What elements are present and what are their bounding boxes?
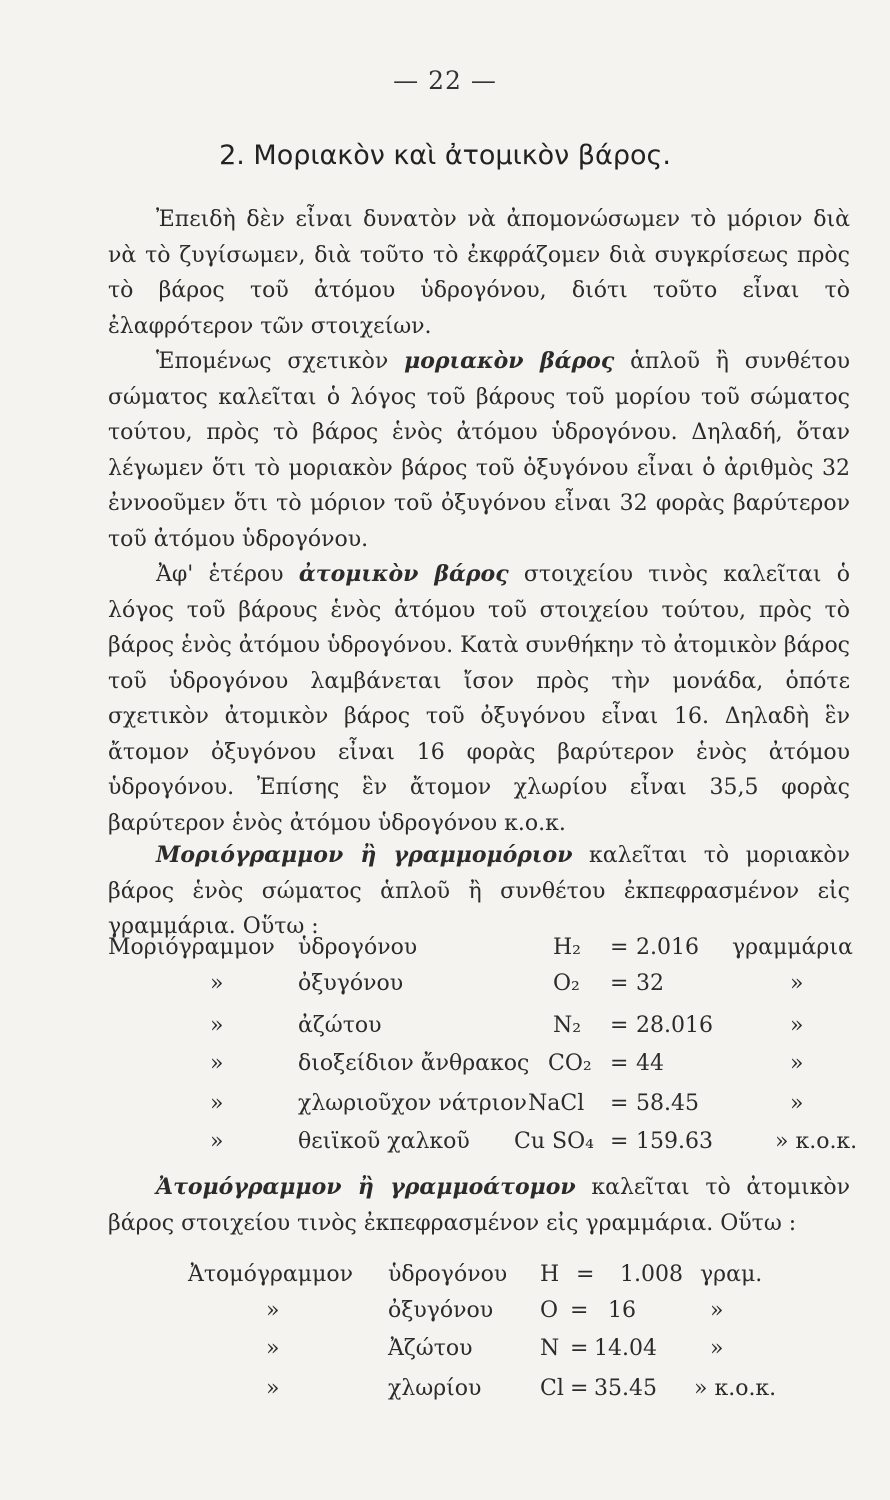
equals-sign: = — [610, 935, 629, 960]
section-heading: 2. Μοριακὸν καὶ ἀτομικὸν βάρος. — [219, 140, 671, 171]
value: 28.016 — [636, 1013, 713, 1038]
unit: » κ.ο.κ. — [775, 1129, 858, 1154]
row-label: » — [210, 1091, 224, 1116]
value: 2.016 — [636, 935, 699, 960]
equals-sign: = — [576, 1262, 595, 1287]
unit: » — [790, 971, 804, 996]
table-row — [108, 935, 868, 971]
paragraph-intro — [108, 202, 850, 344]
table-row — [108, 1013, 868, 1049]
paragraph-molecular-weight — [108, 344, 850, 557]
substance-name: θειϊκοῦ χαλκοῦ — [298, 1129, 470, 1154]
row-label: » — [266, 1298, 280, 1323]
paragraph-text: στοιχείου τινὸς καλεῖται ὁ λόγος τοῦ βάρους ἑνὸς ἀτόμου τοῦ στοιχείου τούτου, πρὸς τὸ βάρος ἑνὸς ἀτόμου ὑδρογόνου. Κατὰ συνθήκην τὸ ἀτομικὸν βάρος τοῦ ὑδρογόνου λαμβάνεται ἴσον πρὸς τὴν μονάδα, ὁπότε σχετικὸν ἀτομικὸν βάρος τοῦ ὀξυγόνου εἶναι 16. Δηλαδὴ ἓν ἄτομον ὀξυγόνου εἶναι 16 φορὰς βαρύτερον ἑνὸς ἀτόμου ὑδρογόνου. Ἐπίσης ἓν ἄτομον χλωρίου εἶναι 35,5 φορὰς βαρύτερον ἑνὸς ἀτόμου ὑδρογόνου κ.ο.κ. — [108, 562, 851, 836]
value: 159.63 — [636, 1129, 713, 1154]
equals-sign: = — [570, 1298, 589, 1323]
row-label: » — [210, 1051, 224, 1076]
unit: γραμ. — [700, 1262, 763, 1287]
substance-name: ἀζώτου — [298, 1013, 382, 1038]
substance-name: ὀξυγόνου — [298, 971, 404, 996]
symbol: Cl — [540, 1376, 564, 1401]
element-name: Ἀζώτου — [388, 1336, 473, 1361]
row-label: » — [210, 1129, 224, 1154]
table-row — [108, 1376, 868, 1412]
unit: » — [790, 1091, 804, 1116]
formula: Cu SO₄ — [514, 1129, 594, 1154]
table-row — [108, 1051, 868, 1087]
unit: γραμμάρια — [732, 935, 853, 960]
paragraph-atomic-weight — [108, 557, 850, 841]
table-row — [108, 1336, 868, 1372]
formula: H₂ — [553, 935, 582, 960]
row-label: Μοριόγραμμον — [108, 935, 275, 960]
term-gram-molecule: Μοριόγραμμον ἢ γραμμομόριον — [156, 842, 573, 868]
equals-sign: = — [570, 1376, 589, 1401]
value: 16 — [608, 1298, 636, 1323]
substance-name: ὑδρογόνου — [298, 935, 418, 960]
formula: O₂ — [553, 971, 580, 996]
formula: N₂ — [553, 1013, 582, 1038]
element-name: χλωρίου — [388, 1376, 482, 1401]
paragraph-text: Ἑπομένως σχετικὸν — [156, 349, 405, 374]
page-number: — 22 — — [393, 66, 497, 95]
term-molecular-weight: μοριακὸν βάρος — [404, 348, 615, 374]
unit: » — [710, 1336, 724, 1361]
formula: NaCl — [528, 1091, 585, 1116]
paragraph-text: ἁπλοῦ ἢ συνθέτου σώματος καλεῖται ὁ λόγος τοῦ βάρους τοῦ μορίου τοῦ σώματος τούτου, πρὸς τὸ βάρος ἑνὸς ἀτόμου ὑδρογόνου. Δηλαδή, ὅταν λέγωμεν ὅτι τὸ μοριακὸν βάρος τοῦ ὀξυγόνου εἶναι ὁ ἀριθμὸς 32 ἐννοοῦμεν ὅτι τὸ μόριον τοῦ ὀξυγόνου εἶναι 32 φορὰς βαρύτερον τοῦ ἀτόμου ὑδρογόνου. — [108, 349, 850, 552]
row-label: » — [266, 1376, 280, 1401]
symbol: H — [540, 1262, 560, 1287]
row-label: Ἀτομόγραμμον — [188, 1262, 353, 1287]
unit: » — [790, 1013, 804, 1038]
symbol: N — [540, 1336, 560, 1361]
element-name: ὀξυγόνου — [388, 1298, 494, 1323]
paragraph-gram-molecule — [108, 838, 850, 945]
term-atomic-weight: ἀτομικὸν βάρος — [298, 561, 509, 587]
table-row — [108, 1298, 868, 1334]
formula: CO₂ — [548, 1051, 592, 1076]
table-row — [108, 1262, 868, 1298]
equals-sign: = — [610, 971, 629, 996]
row-label: » — [210, 971, 224, 996]
paragraph-text: καλεῖται τὸ μοριακὸν βάρος ἑνὸς σώματος ἁπλοῦ ἢ συνθέτου ἐκπεφρασμένον εἰς γραμμάρια. Οὕτω : — [108, 843, 850, 939]
unit: » — [710, 1298, 724, 1323]
paragraph-text: Ἀφ' ἑτέρου — [156, 562, 299, 587]
substance-name: διοξείδιον ἄνθρακος — [298, 1051, 530, 1076]
value: 58.45 — [636, 1091, 699, 1116]
unit: » κ.ο.κ. — [694, 1376, 777, 1401]
paragraph-text: Ἐπειδὴ δὲν εἶναι δυνατὸν νὰ ἀπομονώσωμεν τὸ μόριον διὰ νὰ τὸ ζυγίσωμεν, διὰ τοῦτο τὸ ἐκφράζομεν διὰ συγκρίσεως πρὸς τὸ βάρος τοῦ ἀτόμου ὑδρογόνου, διότι τοῦτο εἶναι τὸ ἐλαφρότερον τῶν στοιχείων. — [108, 207, 850, 339]
value: 32 — [636, 971, 664, 996]
equals-sign: = — [610, 1013, 629, 1038]
equals-sign: = — [610, 1129, 629, 1154]
equals-sign: = — [610, 1051, 629, 1076]
term-gram-atom: Ἀτομόγραμμον ἢ γραμμοάτομον — [156, 1174, 576, 1200]
table-row — [108, 971, 868, 1007]
equals-sign: = — [570, 1336, 589, 1361]
row-label: » — [210, 1013, 224, 1038]
value: 44 — [636, 1051, 664, 1076]
equals-sign: = — [610, 1091, 629, 1116]
value: 35.45 — [594, 1376, 657, 1401]
value: 14.04 — [594, 1336, 657, 1361]
paragraph-gram-atom — [108, 1170, 850, 1241]
value: 1.008 — [620, 1262, 683, 1287]
unit: » — [790, 1051, 804, 1076]
table-row — [108, 1129, 868, 1165]
row-label: » — [266, 1336, 280, 1361]
symbol: O — [540, 1298, 559, 1323]
element-name: ὑδρογόνου — [388, 1262, 508, 1287]
table-row — [108, 1091, 868, 1127]
paragraph-text: καλεῖται τὸ ἀτομικὸν βάρος στοιχείου τινὸς ἐκπεφρασμένον εἰς γραμμάρια. Οὕτω : — [108, 1175, 850, 1236]
substance-name: χλωριοῦχον νάτριον — [298, 1091, 527, 1116]
